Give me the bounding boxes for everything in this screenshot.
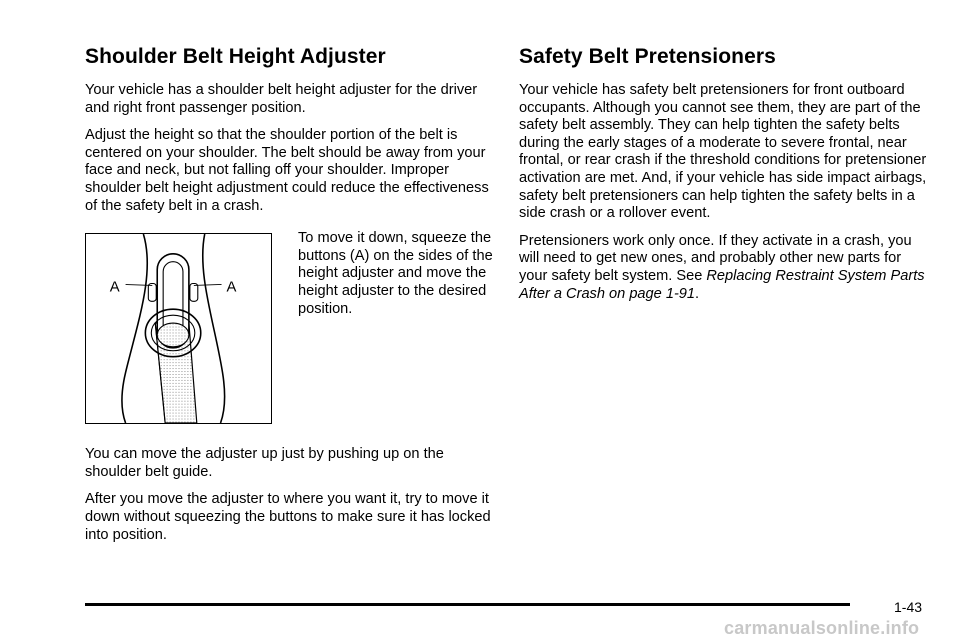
footer-rule — [85, 603, 850, 606]
cross-reference-link[interactable]: Replacing Restraint System Parts After a Crash on page 1-91 — [519, 267, 925, 302]
watermark: carmanualsonline.info — [724, 618, 920, 638]
section-heading-pretensioners: Safety Belt Pretensioners — [519, 45, 776, 68]
paragraph-end: . — [695, 285, 700, 302]
section-heading-shoulder-belt: Shoulder Belt Height Adjuster — [85, 45, 386, 68]
figure-row — [85, 230, 495, 426]
paragraph: Adjust the height so that the shoulder portion of the belt is centered on your shoulder. The belt should be away from your face and neck, but not falling off your shoulder. Improper shoulder belt height adjustment could reduce the effectiveness of the safety belt in a crash. — [85, 127, 489, 214]
figure-caption: To move it down, squeeze the buttons (A) on the sides of the height adjuster and move the height adjuster to the desired position. — [298, 230, 493, 317]
belt-adjuster-drawing — [86, 234, 271, 423]
belt-adjuster-illustration — [85, 233, 272, 424]
label-a-left: A — [109, 279, 120, 296]
page-number: 1-43 — [894, 599, 923, 615]
paragraph: You can move the adjuster up just by pushing up on the shoulder belt guide. — [85, 446, 444, 480]
paragraph-text: Pretensioners work only once. If they activate in a crash, you will need to get new ones, and probably other new parts for your safety belt system. See — [519, 232, 912, 284]
right-column — [519, 44, 931, 313]
left-column — [85, 44, 495, 554]
paragraph: After you move the adjuster to where you want it, try to move it down without squeezing the buttons to make sure it has locked into position. — [85, 491, 491, 543]
label-a-right: A — [226, 279, 237, 296]
paragraph: Your vehicle has a shoulder belt height adjuster for the driver and right front passenger position. — [85, 82, 478, 116]
paragraph: Your vehicle has safety belt pretensioners for front outboard occupants. Although you cannot see them, they are part of the safety belt assembly. They can help tighten the safety belts during the early stages of a moderate to severe frontal, near frontal, or rear crash if the threshold conditions for pretensioner activation are met. And, if your vehicle has side impact airbags, safety belt pretensioners can help tighten the safety belts in a side crash or a rollover event. — [519, 82, 927, 222]
paragraph — [519, 233, 931, 303]
